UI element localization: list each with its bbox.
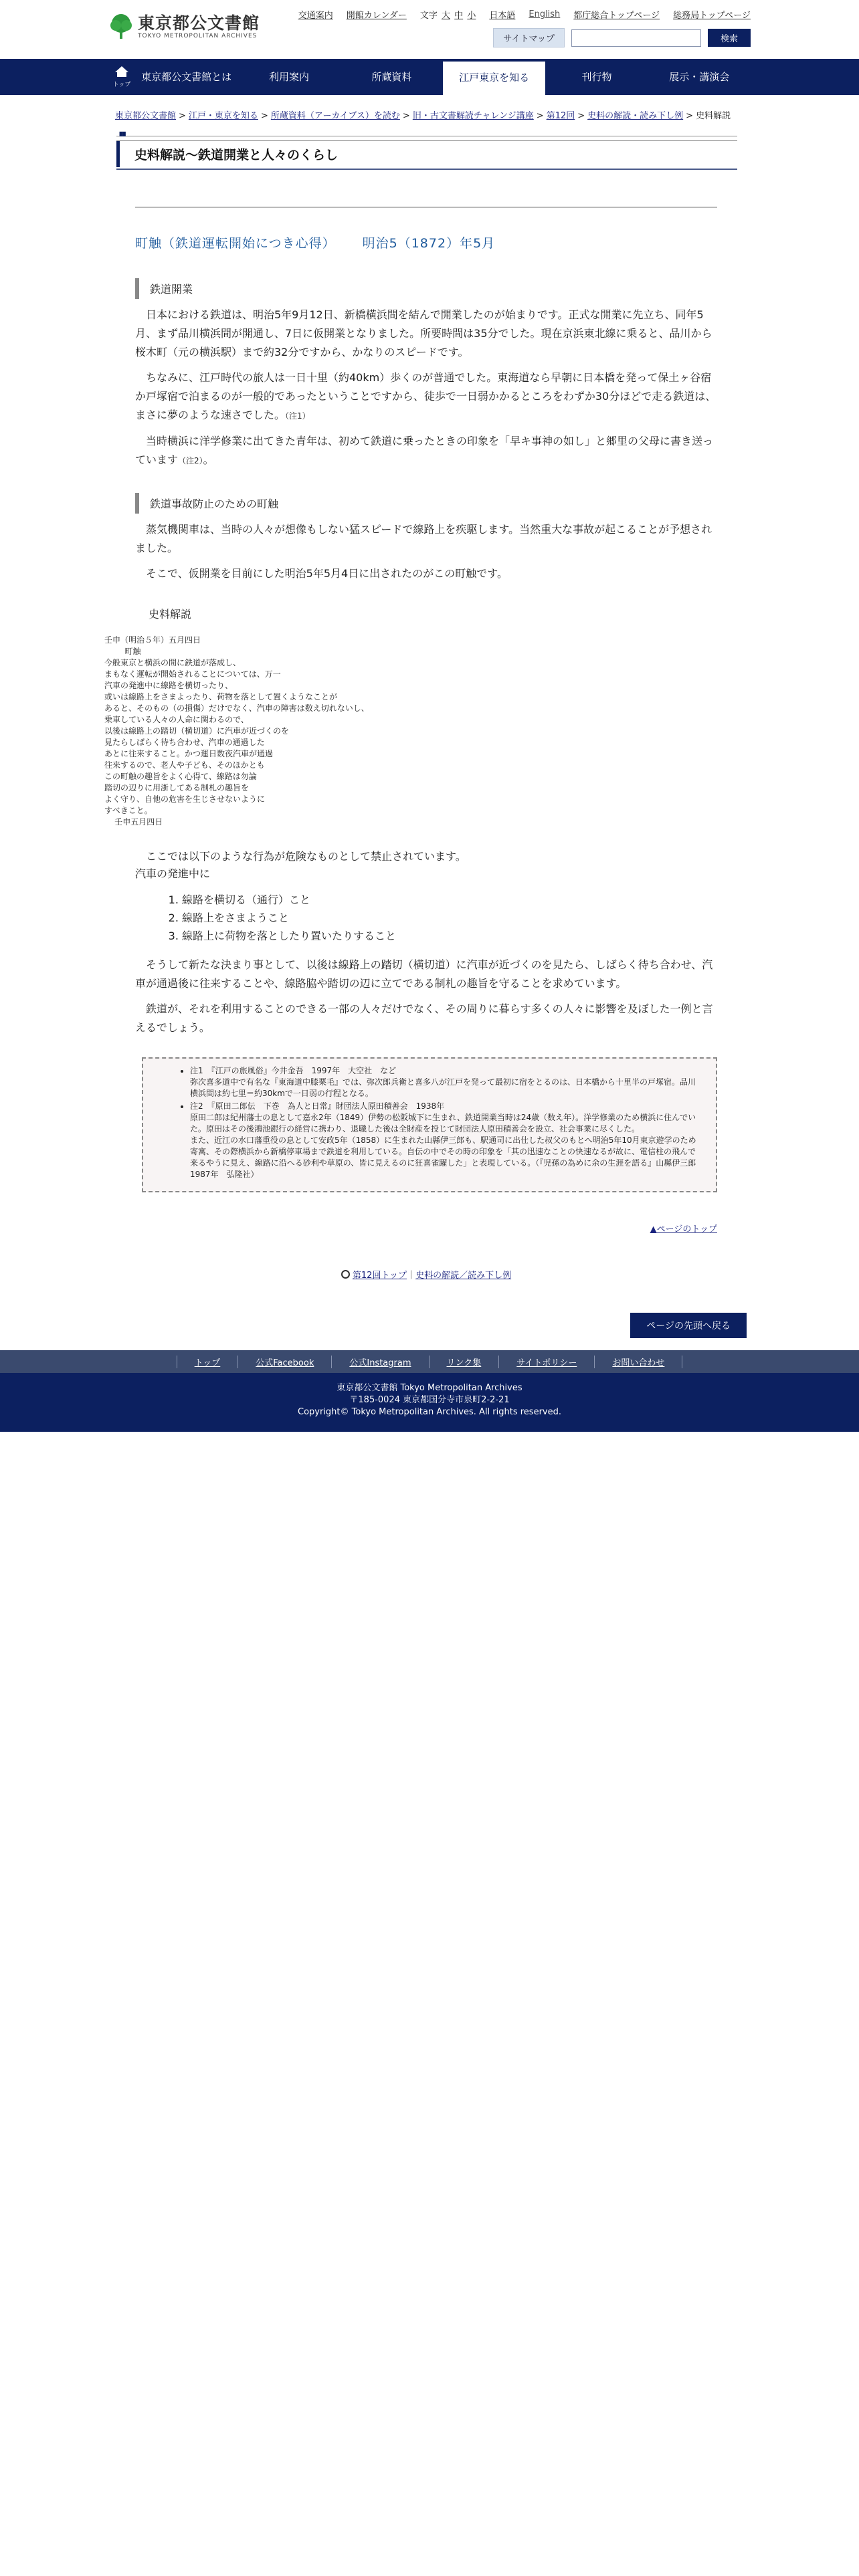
search-button[interactable]: 検索 — [708, 29, 751, 47]
paragraph: ここでは以下のような行為が危険なものとして禁止されています。 — [146, 850, 466, 863]
site-footer — [0, 1373, 859, 1432]
tree-logo-icon — [108, 13, 134, 40]
nav-publications[interactable]: 刊行物 — [581, 71, 612, 83]
nav-exhibitions[interactable]: 展示・講演会 — [669, 71, 730, 83]
breadcrumb-link[interactable]: 史料の解読・読み下し例 — [587, 111, 684, 121]
nav-edo-tokyo[interactable]: 江戸東京を知る — [443, 59, 545, 95]
note-body: 原田二郎は紀州藩士の息として嘉永2年（1849）伊勢の松阪城下に生まれ、鉄道開業当時は24歳（数え年）。洋学修業のため横浜に住んでいた。原田はその後鴻池銀行の経営に携わり、退職した後は全財産を投じて財団法人原田積善会を設立、社会事業に尽くした。 また、近江の水口藩重役の息として安政5年（1858）に生まれた山縣伊三郎も、駅通司に出仕した叔父のもとへ明治5年10月東京遊学のため寄寓、その際横浜から新橋停車場まで鉄道を利用している。自伝の中でその時の印象を「其の迅速なことの快速なるが故に、電信柱の飛んで来るやうに見え、線路に沿へる砂利や草原の、皆に見えるのに狂喜雀躍した」と表現している。（『児孫の為めに余の生涯を語る』山縣伊三郎 1987年 弘隆社） — [190, 1113, 696, 1179]
lang-english-link[interactable]: English — [529, 9, 561, 19]
font-size-medium[interactable]: 中 — [454, 11, 464, 21]
nav-guide[interactable]: 利用案内 — [268, 71, 309, 83]
prohibited-list — [135, 891, 717, 945]
font-size-large[interactable]: 大 — [442, 11, 451, 21]
source-translation: 壬申（明治５年）五月四日 町触 今般東京と横浜の間に鉄道が落成し、 まもなく運転が開始されることについては、万一 汽車の発進中に線路を横切ったり、 或いは線路上をさまよったり、荷物を落として置くようなことが あると、そのもの（の損傷）だけでなく、汽車の障害は数え切れないし、 乗車している人々の人命に関わるので、 以後は線路上の踏切（横切道）に汽車が近づくのを 見たらしばらく待ち合わせ、汽車の通過した あとに往来すること。かつ運日数夜汽車が通過 往来するので、老人や子ども、そのほかとも この町触の趣旨をよく心得て、線路は勿論 踏切の辺りに用浙してある制札の趣旨を よく守り、自他の危害を生じさせないように すべきこと。 壬申五月四日 — [104, 635, 369, 827]
pagetop-link-row — [135, 1222, 717, 1235]
main-content — [104, 207, 751, 1339]
pagetop-link[interactable]: ▲ページのトップ — [650, 1224, 717, 1235]
breadcrumb: 東京都公文書館 > 江戸・東京を知る > 所蔵資料（アーカイブス）を読む > 旧・古文書解読チャレンジ講座 > 第12回 > 史料の解読・読み下し例 > 史料解説 — [115, 111, 731, 121]
list-item: 3. 線路上に荷物を落としたり置いたりすること — [182, 927, 717, 945]
notes-box — [142, 1057, 717, 1192]
title-underline — [116, 169, 737, 170]
footer-link-links[interactable]: リンク集 — [429, 1356, 499, 1368]
footer-link-policy[interactable]: サイトポリシー — [498, 1356, 594, 1368]
paragraph-text: ちなみに、江戸時代の旅人は一日十里（約40km）歩くのが普通でした。東海道なら早朝に日本橋を発って保土ヶ谷宿か戸塚宿で泊まるのが一般的であったということですから、徒歩で一日弱かかるところをわずか30分ほどで走る鉄道は、まさに夢のような速さでした。 — [135, 371, 717, 421]
document-title — [135, 233, 717, 251]
footer-link-instagram[interactable]: 公式Instagram — [331, 1356, 428, 1368]
home-icon — [114, 66, 129, 78]
page-title-box — [116, 132, 737, 170]
footer-links — [0, 1350, 859, 1373]
sitemap-button[interactable]: サイトマップ — [493, 28, 565, 47]
logo-subtitle: TOKYO METROPOLITAN ARCHIVES — [138, 33, 258, 39]
title-top-rule — [116, 136, 737, 141]
document-date: 明治5（1872）年5月 — [362, 236, 496, 251]
section-heading: 鉄道事故防止のための町触 — [135, 493, 717, 514]
note-title: • 注1 『江戸の旅風俗』今井金吾 1997年 大空社 など — [190, 1066, 397, 1075]
paragraph: 蒸気機関車は、当時の人々が想像もしない猛スピードで線路上を疾駆します。当然重大な事故が起こることが予想されました。 — [135, 523, 712, 554]
nav-home[interactable] — [108, 59, 135, 95]
lesson-top-link[interactable]: 第12回トップ — [352, 1271, 407, 1281]
breadcrumb-link[interactable]: 東京都公文書館 — [115, 111, 177, 121]
separator: ｜ — [407, 1271, 416, 1281]
footer-name: 東京都公文書館 Tokyo Metropolitan Archives — [337, 1383, 522, 1393]
lang-japanese-link[interactable]: 日本語 — [489, 11, 516, 21]
breadcrumb-current: 史料解説 — [696, 111, 731, 121]
title-marker-icon: ▝▘ — [116, 132, 129, 141]
breadcrumb-link[interactable]: 第12回 — [546, 111, 575, 121]
circle-bullet-icon — [341, 1270, 350, 1279]
footnote-ref: （注1） — [285, 411, 310, 421]
paragraph: そこで、仮開業を目前にした明治5年5月4日に出されたのがこの町触です。 — [146, 567, 508, 580]
content-divider — [135, 207, 717, 208]
paragraph: 汽車の発進中に — [135, 867, 211, 880]
utility-links — [298, 8, 751, 21]
bottom-nav — [135, 1268, 717, 1281]
source-heading: 史料解説 — [149, 608, 192, 621]
global-nav — [0, 59, 859, 95]
reading-example-link[interactable]: 史料の解読／読み下し例 — [415, 1271, 512, 1281]
search-input[interactable] — [571, 29, 701, 47]
font-size-label: 文字 — [419, 11, 438, 21]
paragraph-end: 。 — [203, 453, 214, 466]
footnote-ref: （注2） — [178, 456, 203, 465]
breadcrumb-link[interactable]: 旧・古文書解読チャレンジ講座 — [412, 111, 534, 121]
access-link[interactable]: 交通案内 — [298, 11, 333, 21]
list-item: 2. 線路上をさまようこと — [182, 909, 717, 927]
note-item — [190, 1101, 702, 1180]
note-item — [190, 1065, 702, 1099]
note-title: • 注2 『原田二郎伝 下巻 為人と日常』財団法人原田積善会 1938年 — [190, 1101, 445, 1111]
document-name: 町触（鉄道運転開始につき心得） — [135, 236, 336, 251]
footer-link-contact[interactable]: お問い合わせ — [594, 1356, 682, 1368]
breadcrumb-link[interactable]: 江戸・東京を知る — [188, 111, 258, 121]
footer-link-facebook[interactable]: 公式Facebook — [237, 1356, 331, 1368]
font-size-switcher — [420, 8, 476, 21]
search-area — [493, 28, 751, 47]
nav-collections[interactable]: 所蔵資料 — [371, 71, 412, 83]
metro-portal-link[interactable]: 都庁総合トップページ — [573, 11, 660, 21]
calendar-link[interactable]: 開館カレンダー — [346, 11, 407, 21]
logo-title: 東京都公文書館 — [138, 13, 260, 33]
footer-copyright: Copyright© Tokyo Metropolitan Archives. All rights reserved. — [298, 1407, 561, 1417]
section-heading: 鉄道開業 — [135, 278, 717, 299]
nav-about[interactable]: 東京都公文書館とは — [141, 71, 232, 83]
breadcrumb-link[interactable]: 所蔵資料（アーカイブス）を読む — [270, 111, 400, 121]
paragraph-text: 当時横浜に洋学修業に出てきた青年は、初めて鉄道に乗ったときの印象を「早キ事神の如し」と郷里の父母に書き送っています — [135, 435, 714, 466]
note-body: 弥次喜多道中で有名な『東海道中膝栗毛』では、弥次郎兵衛と喜多八が江戸を発って最初に宿をとるのは、日本橋から十里半の戸塚宿。品川横浜間は約七里＝約30kmで一日弱の行程となる。 — [190, 1077, 696, 1098]
site-logo[interactable] — [108, 13, 260, 40]
paragraph — [135, 368, 717, 425]
general-affairs-link[interactable]: 総務局トップページ — [673, 11, 751, 21]
paragraph — [135, 432, 717, 470]
nav-home-label: トップ — [112, 82, 131, 88]
page-title: 史料解説～鉄道開業と人々のくらし — [134, 148, 339, 163]
paragraph: そうして新たな決まり事として、以後は線路上の踏切（横切道）に汽車が近づくのを見たら、しばらく待ち合わせ、汽車が通過後に往来することや、線路脇や踏切の辺に立てである制札の趣旨を守ることを求めています。 — [135, 958, 713, 990]
list-item: 1. 線路を横切る（通行）こと — [182, 891, 717, 909]
back-to-top-button[interactable]: ページの先頭へ戻る — [630, 1313, 747, 1338]
paragraph: 鉄道が、それを利用することのできる一部の人々だけでなく、その周りに暮らす多くの人々に影響を及ぼした一例と言えるでしょう。 — [135, 1002, 713, 1034]
footer-link-top[interactable]: トップ — [177, 1356, 238, 1368]
footer-address: 〒185-0024 東京都国分寺市泉町2-2-21 — [349, 1395, 510, 1405]
paragraph: 日本における鉄道は、明治5年9月12日、新橋横浜間を結んで開業したのが始まりです。正式な開業に先立ち、同年5月、まず品川横浜間が開通し、7日に仮開業となりました。所要時間は35分でした。現在京浜東北線に乗ると、品川から桜木町（元の横浜駅）まで約32分ですから、かなりのスピードです。 — [135, 308, 712, 358]
site-header — [108, 0, 751, 59]
font-size-small[interactable]: 小 — [467, 11, 476, 21]
